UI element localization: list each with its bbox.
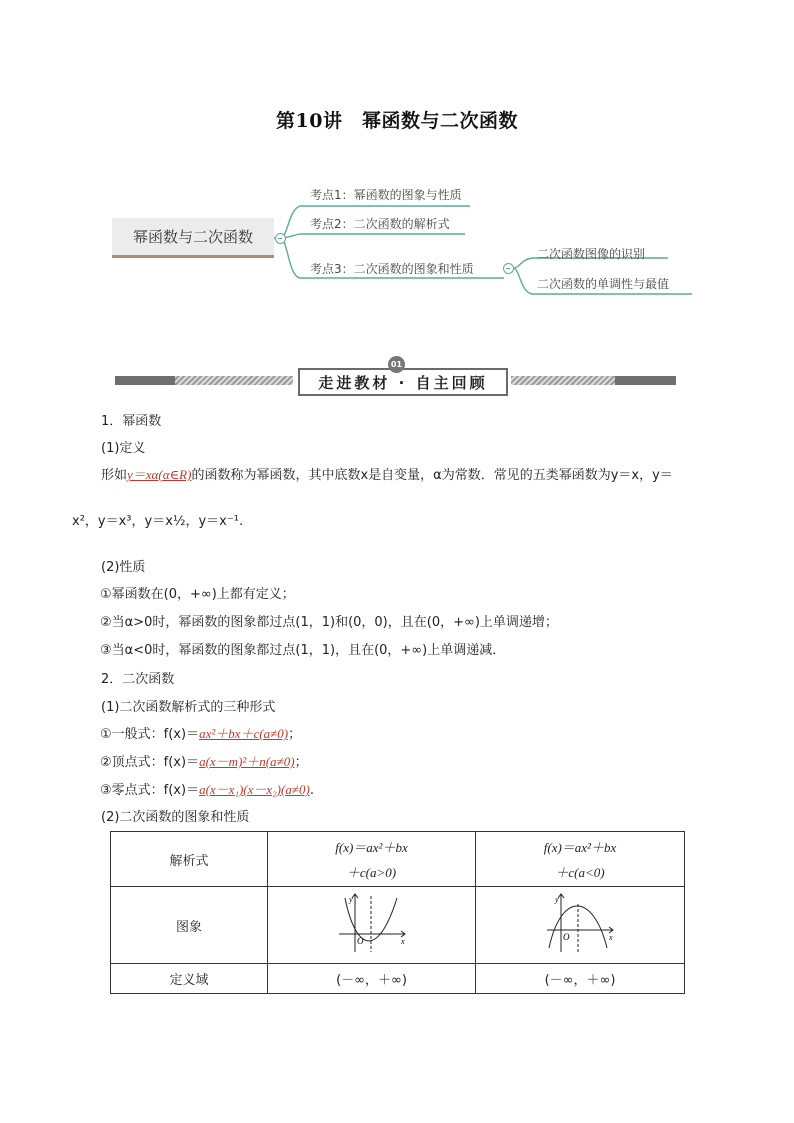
banner-stripe-dark-left (115, 376, 175, 385)
mind-map-node-2[interactable]: 考点2：二次函数的解析式 (310, 217, 450, 231)
table-cell: (－∞，＋∞) (268, 964, 476, 994)
cell-line: ＋c(a<0) (555, 865, 605, 880)
form-end: . (309, 783, 314, 798)
form-zero (100, 779, 314, 798)
form-general (100, 723, 301, 742)
table-cell (476, 832, 685, 887)
downward-parabola-graph (543, 890, 617, 956)
form-label: ③零点式：f(x)＝ (100, 783, 200, 798)
table-row (111, 887, 685, 964)
property-item: ③当α<0时，幂函数的图象都过点(1，1)，且在(0，+∞)上单调递减． (100, 643, 506, 658)
form-formula: a(x－m)²＋n(a≠0) (199, 754, 295, 769)
table-cell: (－∞，＋∞) (476, 964, 685, 994)
forms-heading: (1)二次函数解析式的三种形式 (101, 700, 276, 715)
table-row (111, 832, 685, 887)
section-heading-power-function: 1．幂函数 (101, 414, 162, 429)
form-label: ①一般式：f(x)＝ (100, 727, 200, 742)
mind-map-node-1[interactable]: 考点1：幂函数的图象与性质 (310, 188, 462, 202)
y-axis-label: y (555, 895, 559, 904)
upward-parabola-graph (335, 890, 409, 956)
form-label: ②顶点式：f(x)＝ (100, 755, 200, 770)
mind-map-root[interactable]: 幂函数与二次函数 (112, 218, 274, 258)
form-end: ； (294, 755, 308, 770)
quadratic-properties-table (110, 831, 685, 994)
origin-label: O (563, 932, 570, 942)
mind-map-node-3[interactable]: 考点3：二次函数的图象和性质 (310, 262, 474, 276)
banner-stripe-dark-right (615, 376, 676, 385)
section-heading-quadratic: 2．二次函数 (101, 672, 175, 687)
form-vertex (100, 751, 308, 770)
graph-heading: (2)二次函数的图象和性质 (101, 810, 250, 825)
definition-line-2: x²，y＝x³，y＝x½，y＝x⁻¹. (72, 514, 244, 529)
definition-formula: y＝xα(α∈R) (127, 467, 192, 482)
x-axis-label: x (609, 933, 613, 942)
table-cell (268, 887, 476, 964)
connector-node-2 (280, 234, 465, 238)
table-cell (268, 832, 476, 887)
table-row (111, 964, 685, 994)
cell-line: f(x)＝ax²＋bx (543, 840, 617, 855)
form-end: ； (288, 727, 302, 742)
definition-line-1 (101, 464, 673, 483)
definition-text: 的函数称为幂函数，其中底数x是自变量，α为常数．常见的五类幂函数为y＝x，y＝ (191, 468, 673, 483)
property-item: ①幂函数在(0，+∞)上都有定义； (100, 587, 295, 602)
property-heading: (2)性质 (101, 560, 146, 575)
collapse-icon[interactable] (503, 263, 514, 274)
document-title: 第10讲 幂函数与二次函数 (276, 110, 518, 132)
form-formula: ax²＋bx＋c(a≠0) (199, 726, 289, 741)
table-cell (476, 887, 685, 964)
cell-line: ＋c(a>0) (346, 865, 397, 880)
property-item: ②当α>0时，幂函数的图象都过点(1，1)和(0，0)，且在(0，+∞)上单调递增； (100, 615, 558, 630)
y-axis-label: y (348, 895, 353, 904)
cell-line: f(x)＝ax²＋bx (335, 840, 408, 855)
definition-prefix: 形如 (101, 468, 128, 483)
mind-map (100, 172, 720, 312)
form-formula: a(x－x₁)(x－x₂)(a≠0) (199, 782, 310, 797)
banner-number-badge: 01 (388, 356, 405, 373)
section-banner (115, 356, 680, 398)
definition-heading: (1)定义 (101, 441, 146, 456)
row-label: 定义域 (111, 964, 268, 994)
mind-map-subnode-2[interactable]: 二次函数的单调性与最值 (537, 277, 670, 291)
row-label: 图象 (111, 887, 268, 964)
origin-label: O (356, 936, 363, 946)
banner-title: 走进教材 · 自主回顾 (298, 368, 508, 396)
x-axis-label: x (400, 937, 405, 946)
collapse-icon[interactable] (275, 233, 286, 244)
row-label: 解析式 (111, 832, 268, 887)
mind-map-subnode-1[interactable]: 二次函数图像的识别 (537, 247, 646, 261)
